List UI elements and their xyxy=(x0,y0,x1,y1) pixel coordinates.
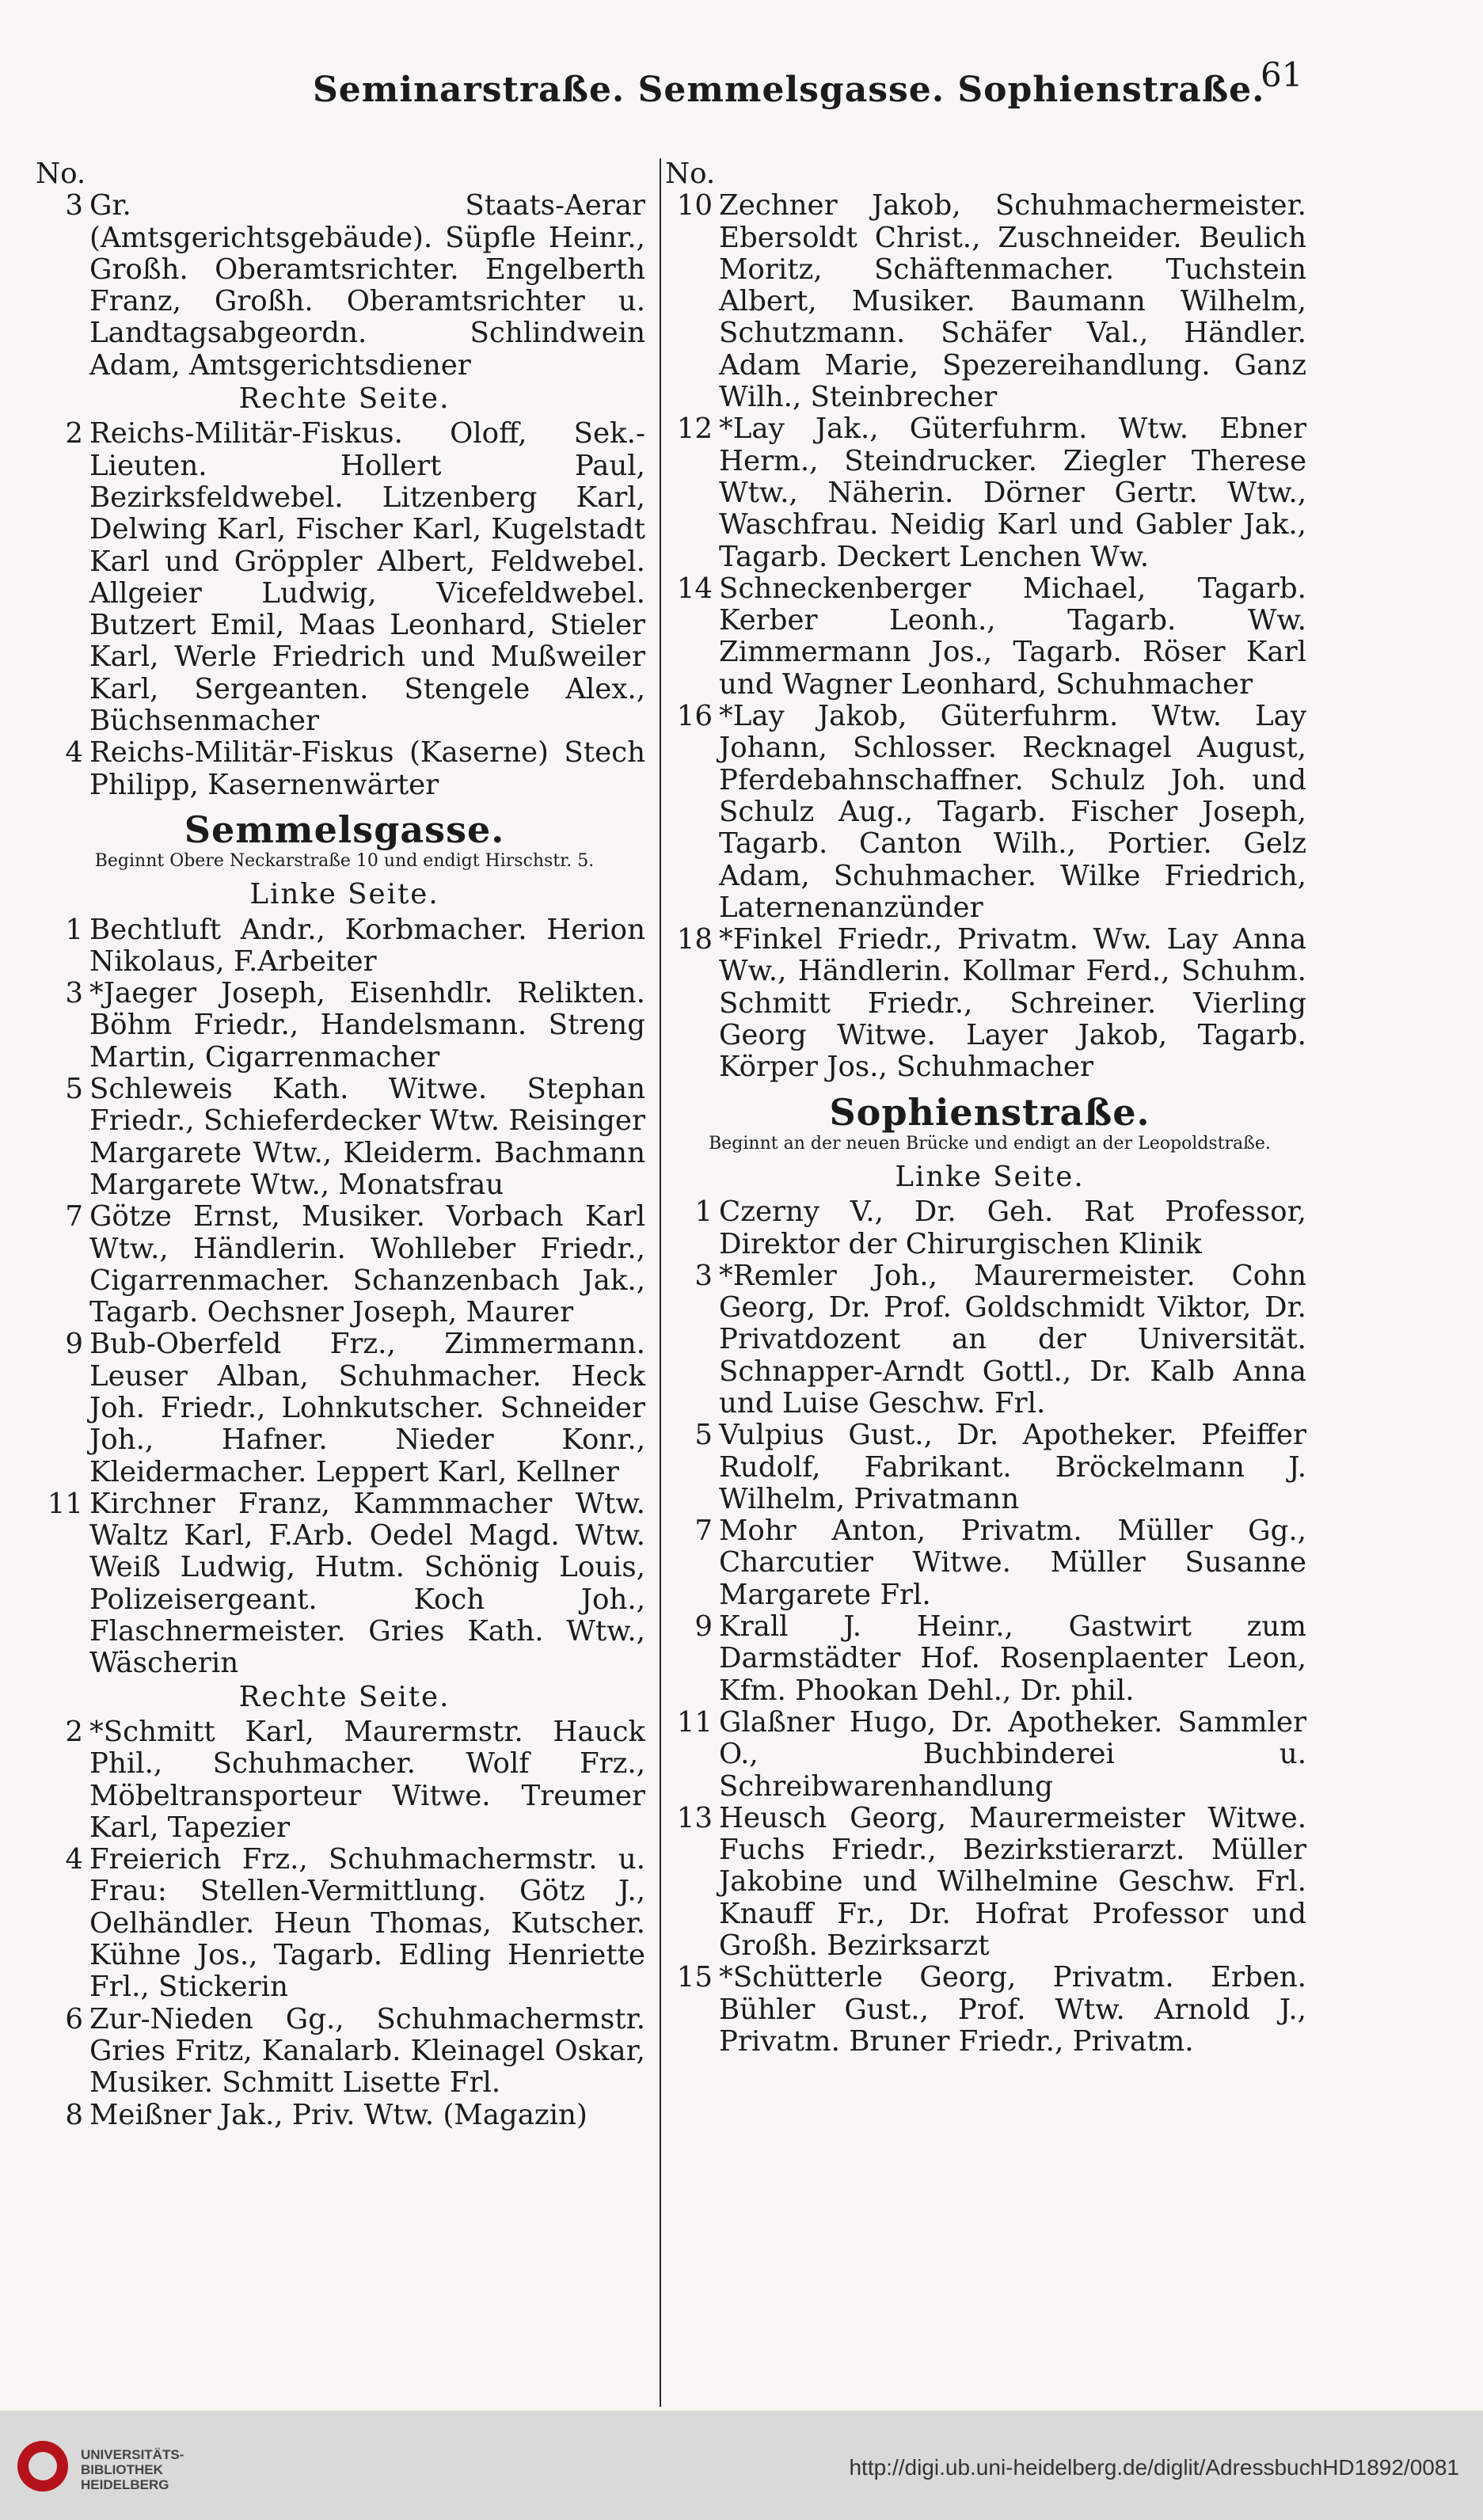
logo-line: BIBLIOTHEK xyxy=(81,2462,163,2477)
house-number: 2 xyxy=(65,417,83,450)
house-number: 9 xyxy=(65,1328,83,1361)
side-heading: Rechte Seite. xyxy=(238,1680,451,1713)
entry-text: Glaßner Hugo, Dr. Apotheker. Sammler O., Buchbinderei u. Schreibwarenhandlung xyxy=(719,1705,1306,1803)
address-entry xyxy=(673,1420,1306,1515)
side-heading: Linke Seite. xyxy=(895,1160,1085,1193)
entry-text: Kirchner Franz, Kammmacher Wtw. Waltz Karl, F.Arb. Oedel Magd. Wtw. Weiß Ludwig, Hutm. Schönig Louis, Polizeisergeant. Koch Joh., Flaschnermeister. Gries Kath. Wtw., Wäscherin xyxy=(89,1487,645,1680)
house-number: 11 xyxy=(676,1705,713,1739)
logo-line: HEIDELBERG xyxy=(81,2477,169,2492)
entry-text: Heusch Georg, Maurermeister Witwe. Fuchs Friedr., Bezirkstierarzt. Müller Jakobine und Wilhelmine Geschw. Frl. Knauff Fr., Dr. Hofrat Professor und Großh. Bezirksarzt xyxy=(719,1801,1306,1963)
address-entry xyxy=(44,1201,645,1328)
address-entry xyxy=(44,418,645,737)
house-number: 1 xyxy=(694,1195,713,1229)
address-entry xyxy=(673,1803,1306,1962)
entry-text: Gr. Staats-Aerar (Amtsgerichtsgebäude). Süpfle Heinr., Großh. Oberamtsrichter. Engelberth Franz, Großh. Oberamtsrichter u. Landtagsabgeordn. Schlindwein Adam, Amtsgerichtsdiener xyxy=(89,189,645,382)
address-entry xyxy=(673,573,1306,701)
viewer-footer xyxy=(0,2411,1483,2520)
house-number: 1 xyxy=(65,913,83,946)
house-number: 16 xyxy=(676,700,713,733)
entry-text: Schneckenberger Michael, Tagarb. Kerber Leonh., Tagarb. Ww. Zimmermann Jos., Tagarb. Röser Karl und Wagner Leonhard, Schuhmacher xyxy=(719,572,1306,701)
entry-text: *Schütterle Georg, Privatm. Erben. Bühler Gust., Prof. Wtw. Arnold J., Privatm. Bruner Friedr., Privatm. xyxy=(719,1961,1306,2058)
entry-text: Meißner Jak., Priv. Wtw. (Magazin) xyxy=(89,2098,587,2131)
house-number: 15 xyxy=(676,1961,713,1994)
entry-text: Reichs-Militär-Fiskus. Oloff, Sek.-Lieuten. Hollert Paul, Bezirksfeldwebel. Litzenberg Karl, Delwing Karl, Fischer Karl, Kugelstadt Karl und Gröppler Albert, Feldwebel. Allgeier Ludwig, Vicefeldwebel. Butzert Emil, Maas Leonhard, Stieler Karl, Werle Friedrich und Mußweiler Karl, Sergeanten. Stengele Alex., Büchsenmacher xyxy=(89,417,645,738)
house-number: 14 xyxy=(676,572,713,605)
house-number: 5 xyxy=(65,1073,83,1106)
address-entry xyxy=(44,1716,645,1844)
house-number: 11 xyxy=(47,1487,83,1520)
entry-text: Zechner Jakob, Schuhmachermeister. Ebersoldt Christ., Zuschneider. Beulich Moritz, Schäftenmacher. Tuchstein Albert, Musiker. Baumann Wilhelm, Schutzmann. Schäfer Val., Händler. Adam Marie, Spezereihandlung. Ganz Wilh., Steinbrecher xyxy=(719,189,1306,414)
street-note: Beginnt an der neuen Brücke und endigt an der Leopoldstraße. xyxy=(709,1133,1271,1154)
library-logo-icon xyxy=(17,2441,68,2491)
address-entry xyxy=(673,413,1306,572)
address-entry xyxy=(44,737,645,801)
address-entry xyxy=(44,2100,645,2131)
house-number: 5 xyxy=(694,1419,713,1452)
address-entry xyxy=(673,1962,1306,2058)
house-number: 3 xyxy=(694,1259,713,1292)
entry-text: *Remler Joh., Maurermeister. Cohn Georg, Dr. Prof. Goldschmidt Viktor, Dr. Privatdozent an der Universität. Schnapper-Arndt Gottl., Dr. Kalb Anna und Luise Geschw. Frl. xyxy=(719,1259,1306,1420)
address-entry xyxy=(44,1844,645,2003)
house-number: 3 xyxy=(65,189,83,222)
address-entry xyxy=(44,1488,645,1680)
entry-text: Schleweis Kath. Witwe. Stephan Friedr., Schieferdecker Wtw. Reisinger Margarete Wtw., Kleiderm. Bachmann Margarete Wtw., Monatsfrau xyxy=(89,1073,645,1201)
entry-text: Krall J. Heinr., Gastwirt zum Darmstädter Hof. Rosenplaenter Leon, Kfm. Phookan Dehl., Dr. phil. xyxy=(719,1610,1306,1707)
address-entry xyxy=(44,978,645,1074)
entry-text: Mohr Anton, Privatm. Müller Gg., Charcutier Witwe. Müller Susanne Margarete Frl. xyxy=(719,1515,1306,1611)
house-number: 7 xyxy=(65,1200,83,1233)
entry-text: *Lay Jak., Güterfuhrm. Wtw. Ebner Herm., Steindrucker. Ziegler Therese Wtw., Näherin. Dörner Gertr. Wtw., Waschfrau. Neidig Karl und Gabler Jak., Tagarb. Deckert Lenchen Ww. xyxy=(719,412,1306,573)
page-header-title: Seminarstraße. Semmelsgasse. Sophienstraße. xyxy=(313,70,1265,110)
entry-text: Freierich Frz., Schuhmachermstr. u. Frau: Stellen-Vermittlung. Götz J., Oelhändler. Heun Thomas, Kutscher. Kühne Jos., Tagarb. Edling Henriette Frl., Stickerin xyxy=(89,1843,645,2004)
street-note: Beginnt Obere Neckarstraße 10 und endigt Hirschstr. 5. xyxy=(94,851,595,872)
house-number: 8 xyxy=(65,2098,83,2131)
left-column xyxy=(36,158,645,2131)
entry-text: Bechtluft Andr., Korbmacher. Herion Nikolaus, F.Arbeiter xyxy=(89,913,645,978)
house-number: 2 xyxy=(65,1715,83,1748)
house-number-label: No. xyxy=(665,158,716,190)
street-title: Sophienstraße. xyxy=(829,1090,1150,1134)
entry-text: *Jaeger Joseph, Eisenhdlr. Relikten. Böhm Friedr., Handelsmann. Streng Martin, Cigarrenmacher xyxy=(89,977,645,1074)
entry-text: Reichs-Militär-Fiskus (Kaserne) Stech Philipp, Kasernenwärter xyxy=(89,736,645,801)
house-number: 3 xyxy=(65,977,83,1010)
right-column xyxy=(665,158,1306,2058)
side-heading: Rechte Seite. xyxy=(238,382,451,416)
address-entry xyxy=(673,1611,1306,1707)
address-entry xyxy=(673,924,1306,1083)
house-number: 9 xyxy=(694,1610,713,1644)
entry-text: *Lay Jakob, Güterfuhrm. Wtw. Lay Johann, Schlosser. Recknagel August, Pferdebahnschaffner. Schulz Joh. und Schulz Aug., Tagarb. Fischer Joseph, Tagarb. Canton Wilh., Portier. Gelz Adam, Schuhmacher. Wilke Friedrich, Laternenanzünder xyxy=(719,700,1306,924)
house-number: 12 xyxy=(676,412,713,446)
address-entry xyxy=(673,701,1306,924)
street-title: Semmelsgasse. xyxy=(184,808,505,851)
source-url-link[interactable]: http://digi.ub.uni-heidelberg.de/diglit/AdressbuchHD1892/0081 xyxy=(849,2455,1459,2480)
side-heading: Linke Seite. xyxy=(249,878,439,911)
page-number: 61 xyxy=(1261,55,1303,94)
address-entry xyxy=(44,1074,645,1201)
entry-text: Zur-Nieden Gg., Schuhmachermstr. Gries Fritz, Kanalarb. Kleinagel Oskar, Musiker. Schmitt Lisette Frl. xyxy=(89,2002,645,2100)
house-number: 4 xyxy=(65,736,83,770)
entry-text: Bub-Oberfeld Frz., Zimmermann. Leuser Alban, Schuhmacher. Heck Joh. Friedr., Lohnkutscher. Schneider Joh., Hafner. Nieder Konr., Kleidermacher. Leppert Karl, Kellner xyxy=(89,1328,645,1488)
entry-text: Vulpius Gust., Dr. Apotheker. Pfeiffer Rudolf, Fabrikant. Bröckelmann J. Wilhelm, Privatmann xyxy=(719,1419,1306,1515)
address-entry xyxy=(673,1515,1306,1611)
house-number: 6 xyxy=(65,2002,83,2035)
address-entry xyxy=(673,1707,1306,1803)
house-number: 7 xyxy=(694,1515,713,1548)
address-entry xyxy=(44,190,645,382)
entry-text: Götze Ernst, Musiker. Vorbach Karl Wtw., Händlerin. Wohlleber Friedr., Cigarrenmacher. Schanzenbach Jak., Tagarb. Oechsner Joseph, Maurer xyxy=(89,1200,645,1329)
entry-text: Czerny V., Dr. Geh. Rat Professor, Direktor der Chirurgischen Klinik xyxy=(719,1195,1306,1260)
address-entry xyxy=(44,914,645,979)
house-number-label: No. xyxy=(36,158,86,190)
house-number: 10 xyxy=(676,189,713,222)
logo-line: UNIVERSITÄTS- xyxy=(81,2447,184,2462)
library-logo-text xyxy=(81,2447,184,2492)
entry-text: *Finkel Friedr., Privatm. Ww. Lay Anna Ww., Händlerin. Kollmar Ferd., Schuhm. Schmitt Friedr., Schreiner. Vierling Georg Witwe. Layer Jakob, Tagarb. Körper Jos., Schuhmacher xyxy=(719,923,1306,1084)
house-number: 4 xyxy=(65,1843,83,1876)
address-entry xyxy=(44,1328,645,1488)
address-entry xyxy=(673,1196,1306,1260)
address-entry xyxy=(673,190,1306,413)
entry-text: *Schmitt Karl, Maurermstr. Hauck Phil., Schuhmacher. Wolf Frz., Möbeltransporteur Witwe. Treumer Karl, Tapezier xyxy=(89,1715,645,1844)
address-entry xyxy=(44,2004,645,2100)
house-number: 18 xyxy=(676,923,713,956)
column-divider xyxy=(660,158,661,2407)
house-number: 13 xyxy=(676,1801,713,1834)
address-entry xyxy=(673,1260,1306,1420)
